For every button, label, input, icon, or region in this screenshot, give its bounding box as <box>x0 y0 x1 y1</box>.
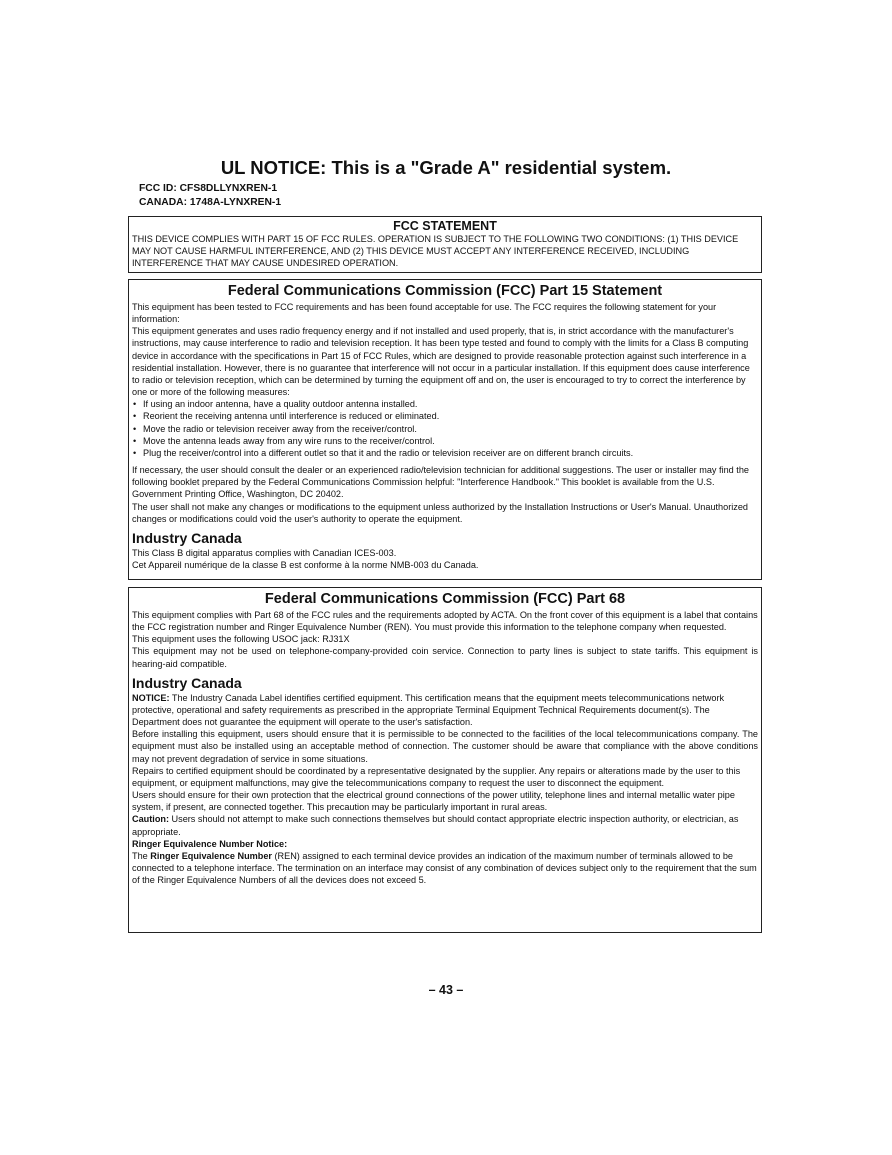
device-ids <box>139 182 281 210</box>
repairs-text: Repairs to certified equipment should be coordinated by a representative designated by the supplier. Any repairs or alterations made by the user to this equipment, or equipment malfunctions, may give the telecommunications company to request the user to disconnect the equipment. <box>132 765 741 788</box>
part15-consult-text: If necessary, the user should consult the dealer or an experienced radio/television technician for additional suggestions. The user or installer may find the following booklet prepared by the Federal Communications Commission helpful: "Interference Handbook." This booklet is available from the U.S. Government Printing Office, Washington, DC 20402. <box>132 465 749 500</box>
page-title: UL NOTICE: This is a "Grade A" residential system. <box>220 157 672 178</box>
part15-measures-list <box>132 398 758 459</box>
caution-label: Caution: <box>132 814 169 825</box>
part15-box <box>128 279 762 580</box>
caution-text: Users should not attempt to make such connections themselves but should contact appropriate electric inspection authority, or electrician, as appropriate. <box>132 814 739 837</box>
notice-text: The Industry Canada Label identifies certified equipment. This certification means that the equipment meets telecommunications network protective, operational and safety requirements as prescribed in the appropriate Terminal Equipment Technical Requirements document(s). The Department does not guarantee the equipment will operate to the user's satisfaction. <box>132 692 725 728</box>
part68-box <box>128 587 762 933</box>
notice-paragraph <box>132 692 758 728</box>
fcc-id: FCC ID: CFS8DLLYNXREN-1 <box>139 183 278 194</box>
fcc-statement-box <box>128 216 762 273</box>
part15-intro: This equipment has been tested to FCC requirements and has been found acceptable for use. The FCC requires the following statement for your information: <box>132 302 717 325</box>
part15-industry-canada-heading: Industry Canada <box>132 529 242 546</box>
page-number: – 43 – <box>428 983 464 997</box>
part68-industry-canada-heading: Industry Canada <box>132 674 242 691</box>
list-item: • If using an indoor antenna, have a quality outdoor antenna installed. <box>132 398 758 410</box>
list-item: • Move the antenna leads away from any wire runs to the receiver/control. <box>132 435 758 447</box>
canada-id: CANADA: 1748A-LYNXREN-1 <box>139 197 282 208</box>
ices-compliance-text: This Class B digital apparatus complies with Canadian ICES-003. <box>132 547 397 558</box>
installation-text: Before installing this equipment, users should ensure that it is permissible to be connected to the facilities of the local telecommunications company. The equipment must also be installed using an acceptable method of connection. The customer should be aware that compliance with the above conditions may not prevent degradation of service in some situations. <box>132 729 758 764</box>
coin-service-text: This equipment may not be used on telephone-company-provided coin service. Connection to party lines is subject to state tariffs. This equipment is hearing-aid compatible. <box>132 646 758 669</box>
fcc-statement-body: THIS DEVICE COMPLIES WITH PART 15 OF FCC RULES. OPERATION IS SUBJECT TO THE FOLLOWING TWO CONDITIONS: (1) THIS DEVICE MAY NOT CAUSE HARMFUL INTERFERENCE, AND (2) THIS DEVICE MUST ACCEPT ANY INTERFERENCE RECEIVED, INCLUDING INTERFERENCE THAT MAY CAUSE UNDESIRED OPERATION. <box>132 234 739 269</box>
ren-paragraph <box>132 850 758 886</box>
ground-connection-text: Users should ensure for their own protection that the electrical ground connections of the power utility, telephone lines and internal metallic water pipe system, if present, are connected together. This precaution may be particularly important in rural areas. <box>132 790 735 813</box>
fcc-statement-heading: FCC STATEMENT <box>393 219 497 233</box>
ren-text: (REN) assigned to each terminal device provides an indication of the maximum number of terminals allowed to be connected to a telephone interface. The termination on an interface may consist of any combination of devices subject only to the requirement that the sum of the Ringer Equivalence Numbers of all the devices does not exceed 5. <box>132 850 757 886</box>
part68-compliance-text: This equipment complies with Part 68 of the FCC rules and the requirements adopted by ACTA. On the front cover of this equipment is a label that contains the FCC registration number and Ringer Equivalence Number (REN). You must provide this information to the telephone company when requested. <box>132 610 758 633</box>
notice-label: NOTICE: <box>132 692 170 703</box>
nmb-compliance-text: Cet Appareil numérique de la classe B est conforme à la norme NMB-003 du Canada. <box>132 559 479 570</box>
part15-modification-text: The user shall not make any changes or modifications to the equipment unless authorized by the Installation Instructions or User's Manual. Unauthorized changes or modifications could void the user's authority to operate the equipment. <box>132 501 748 524</box>
part68-heading: Federal Communications Commission (FCC) Part 68 <box>264 591 626 607</box>
part15-interference-text: This equipment generates and uses radio frequency energy and if not installed and used properly, that is, in strict accordance with the manufacturer's instructions, may cause interference to radio and television reception. It has been type tested and found to comply with the limits for a Class B computing device in accordance with the specifications in Part 15 of FCC Rules, which are designed to provide reasonable protection against such interference in a residential installation. However, there is no guarantee that interference will not occur in a particular installation. If this equipment does cause interference to radio or television reception, which can be determined by turning the equipment off and on, the user is encouraged to try to correct the interference by one or more of the following measures: <box>132 326 750 398</box>
caution-paragraph <box>132 813 758 837</box>
list-item: • Reorient the receiving antenna until interference is reduced or eliminated. <box>132 410 758 422</box>
ren-heading: Ringer Equivalence Number Notice: <box>132 838 288 849</box>
ren-bold-term: Ringer Equivalence Number <box>150 850 272 861</box>
ren-pre: The <box>132 850 151 861</box>
list-item: • Plug the receiver/control into a different outlet so that it and the radio or television receiver are on different branch circuits. <box>132 447 758 459</box>
usoc-jack-text: This equipment uses the following USOC jack: RJ31X <box>132 634 350 645</box>
list-item: • Move the radio or television receiver away from the receiver/control. <box>132 423 758 435</box>
part15-heading: Federal Communications Commission (FCC) Part 15 Statement <box>227 283 663 299</box>
